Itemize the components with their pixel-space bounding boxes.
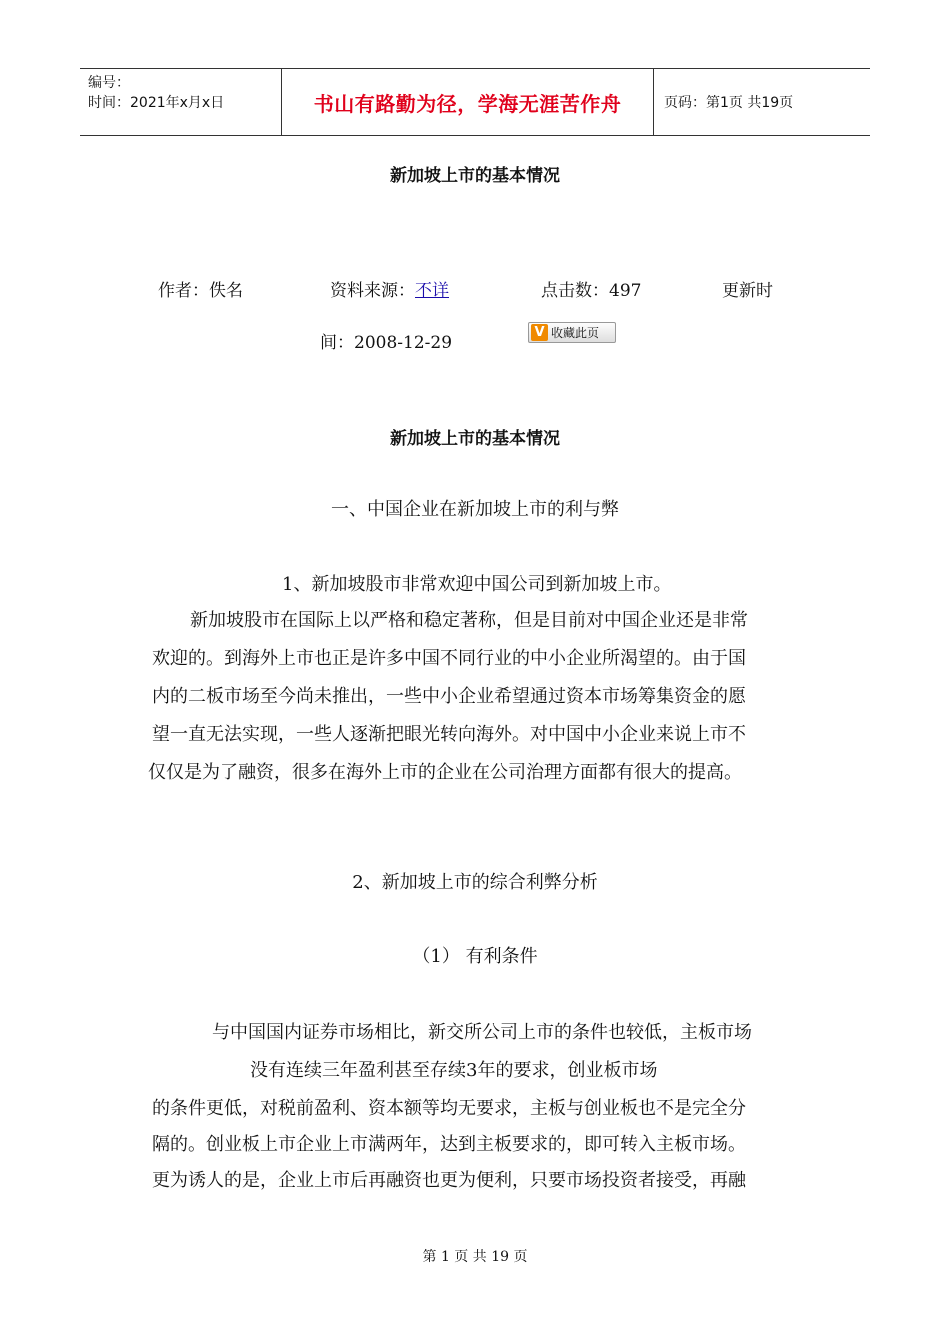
subheading-2: 2、新加坡上市的综合利弊分析 [352, 872, 598, 893]
doc-time-label: 时间：2021年x月x日 [88, 95, 225, 111]
section-heading-1: 一、中国企业在新加坡上市的利与弊 [331, 499, 619, 520]
paragraph-2-line: 更为诱人的是，企业上市后再融资也更为便利，只要市场投资者接受，再融 [152, 1170, 746, 1191]
header-motto: 书山有路勤为径，学海无涯苦作舟 [281, 69, 654, 135]
paragraph-1-line: 内的二板市场至今尚未推出，一些中小企业希望通过资本市场筹集资金的愿 [152, 686, 746, 707]
update-time-value: 间：2008-12-29 [320, 333, 453, 353]
doc-number-label: 编号： [88, 75, 130, 91]
source-link[interactable]: 不详 [415, 281, 449, 301]
paragraph-1-line: 欢迎的。到海外上市也正是许多中国不同行业的中小企业所渴望的。由于国 [152, 648, 746, 669]
update-time-label: 更新时 [722, 281, 773, 301]
paragraph-2-line: 隔的。创业板上市企业上市满两年，达到主板要求的，即可转入主板市场。 [152, 1134, 746, 1155]
paragraph-2-line: 没有连续三年盈利甚至存续3年的要求，创业板市场 [250, 1060, 658, 1081]
header-left-cell [80, 69, 281, 135]
click-count: 点击数：497 [541, 281, 642, 301]
paragraph-2-line: 与中国国内证券市场相比，新交所公司上市的条件也较低，主板市场 [212, 1022, 752, 1043]
page-footer: 第 1 页 共 19 页 [422, 1249, 528, 1265]
paragraph-2-line: 的条件更低，对税前盈利、资本额等均无要求，主板与创业板也不是完全分 [152, 1098, 746, 1119]
subheading-1: 1、新加坡股市非常欢迎中国公司到新加坡上市。 [282, 574, 672, 595]
content-subtitle: 新加坡上市的基本情况 [390, 429, 560, 449]
paragraph-1-line: 望一直无法实现，一些人逐渐把眼光转向海外。对中国中小企业来说上市不 [152, 724, 746, 745]
header-page-info: 页码：第1页 共19页 [664, 95, 794, 111]
source-label: 资料来源： [330, 281, 415, 301]
subheading-2-1: （1） 有利条件 [412, 946, 538, 967]
page-header [80, 68, 870, 136]
paragraph-1-line: 新加坡股市在国际上以严格和稳定著称，但是目前对中国企业还是非常 [190, 610, 748, 631]
bookmark-button-label: 收藏此页 [551, 326, 600, 340]
source-field [330, 276, 449, 301]
paragraph-1-line: 仅仅是为了融资，很多在海外上市的企业在公司治理方面都有很大的提高。 [148, 762, 742, 783]
bookmark-page-button[interactable] [528, 322, 616, 343]
document-title: 新加坡上市的基本情况 [390, 166, 560, 186]
bookmark-v-icon: V [531, 324, 548, 341]
author-text: 作者：佚名 [158, 281, 243, 301]
